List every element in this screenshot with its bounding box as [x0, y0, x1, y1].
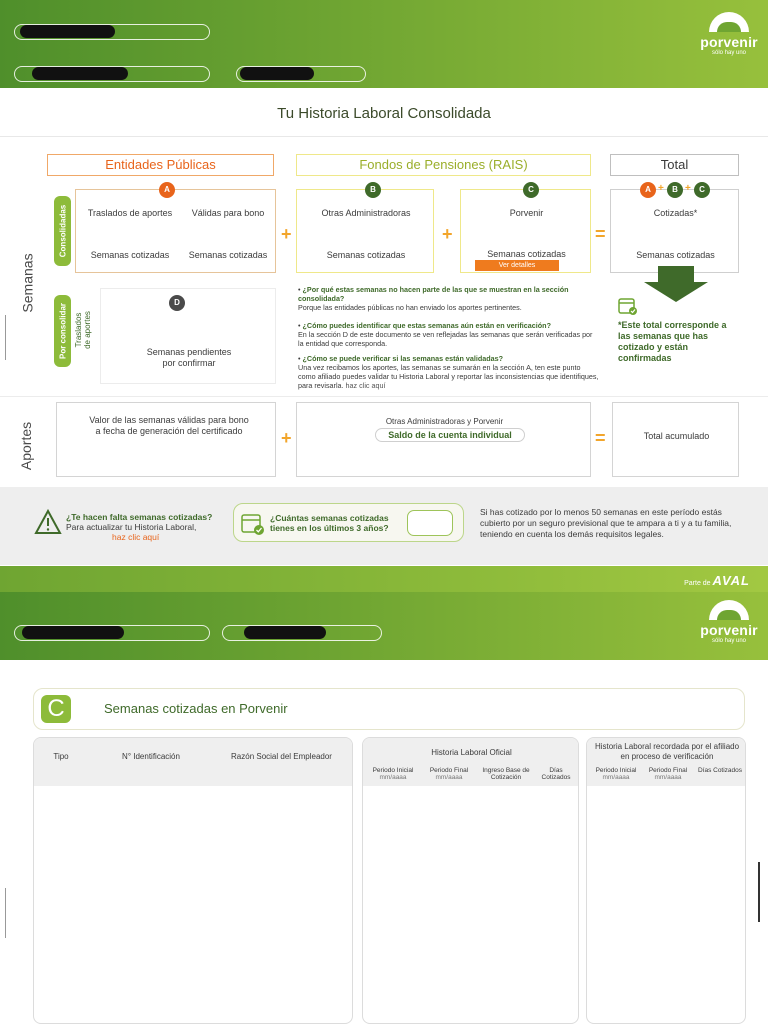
aportes-bono [56, 402, 276, 477]
header-public: Entidades Públicas [47, 154, 274, 176]
boxd-value1: Semanas pendientes [146, 347, 232, 357]
col-dias: Días Cotizados [541, 767, 571, 781]
col-periodo-inicial: Periodo Inicial mm/aaaa [595, 767, 637, 781]
box-b [296, 189, 434, 273]
box-a [75, 189, 276, 273]
divider [0, 136, 768, 137]
qa-3: • ¿Cómo se puede verificar si las semanas están validadas? Una vez recibamos los aportes, las semanas se sumarán en la sección A, ten este punto como afiliado puedes validar tu Historia Laboral y reportar las inconsistencias que identifiques, para revisarla. haz clic aquí [298, 354, 599, 390]
aportes-total [612, 402, 739, 477]
divider [0, 396, 768, 397]
aportes-saldo [296, 402, 591, 477]
redacted-name [20, 25, 115, 38]
sun-icon [709, 12, 749, 32]
qa-2: • ¿Cómo puedes identificar que estas semanas aún están en verificación? En la sección D de este documento se ven reflejadas las semanas que serán verificadas por la entidad que corresponda. [298, 321, 593, 348]
total-note: *Este total corresponde a las semanas que has cotizado y están confirmadas [618, 320, 727, 363]
boxc-value: Semanas cotizadas [487, 249, 566, 259]
col-ingreso-base: Ingreso Base de Cotización [482, 767, 530, 781]
equals-icon: = [595, 224, 606, 244]
header-rais: Fondos de Pensiones (RAIS) [296, 154, 591, 176]
plus-icon: + [442, 224, 453, 244]
aval-strip [0, 566, 768, 592]
boxb-title: Otras Administradoras [321, 208, 411, 218]
box-c [460, 189, 591, 273]
plus-small: + [685, 183, 691, 194]
badge-b: B [667, 182, 683, 198]
insurance-note: Si has cotizado por lo menos 50 semanas en este período estás cubierto por un seguro previsional que te ampara a ti y a tu familia, teniendo en cuenta los demás requisitos legales. [480, 507, 732, 539]
label-traslados: Traslados de aportes [74, 311, 92, 349]
missing-weeks [66, 512, 226, 542]
section-c-header [33, 688, 745, 730]
missing-answer: Para actualizar tu Historia Laboral, [66, 522, 197, 532]
panel-head [587, 738, 745, 786]
badge-d: D [169, 295, 185, 311]
badge-c: C [694, 182, 710, 198]
redacted-date [240, 67, 314, 80]
ver-detalles-button[interactable]: Ver detalles [475, 260, 559, 271]
total-badges [640, 182, 710, 198]
qa-1: • ¿Por qué estas semanas no hacen parte de las que se muestran en la sección consolidada? Porque las entidades públicas no han enviado los aportes pertinentes. [298, 285, 569, 312]
box-d [100, 288, 276, 384]
badge-c: C [523, 182, 539, 198]
saldo-label: Saldo de la cuenta individual [375, 428, 525, 442]
edge-mark [5, 315, 11, 360]
panel-verificacion [586, 737, 746, 1024]
aportes-mid-title: Otras Administradoras y Porvenir [385, 417, 504, 426]
logo-tagline: sólo hay uno [711, 50, 747, 56]
edge-mark [758, 862, 764, 922]
plus-icon: + [281, 428, 292, 448]
section-c-title: Semanas cotizadas en Porvenir [104, 701, 288, 716]
panel-head [363, 738, 578, 786]
logo-tagline: sólo hay uno [711, 638, 747, 644]
arrow-down-icon [644, 266, 708, 302]
weeks-question: ¿Cuántas semanas cotizadas tienes en los últimos 3 años? [270, 513, 389, 533]
redacted-name-2 [22, 626, 124, 639]
box-total [610, 189, 739, 273]
aportes-left-label: Valor de las semanas válidas para bono a fecha de generación del certificado [89, 415, 249, 436]
badge-a: A [159, 182, 175, 198]
boxa-val1: Semanas cotizadas [90, 250, 170, 260]
panel-empleador [33, 737, 353, 1024]
header-band-2 [0, 592, 768, 660]
edge-mark [5, 888, 11, 938]
panel-head [34, 738, 352, 786]
official-title: Historia Laboral Oficial [431, 748, 512, 757]
boxc-title: Porvenir [509, 208, 544, 218]
badge-b: B [365, 182, 381, 198]
page-title: Tu Historia Laboral Consolidada [277, 105, 491, 122]
section-c-badge: C [41, 695, 71, 723]
calendar-check-icon [241, 512, 265, 536]
tab-por-consolidar: Por consolidar [54, 295, 71, 367]
missing-link[interactable]: haz clic aquí [112, 532, 160, 542]
aportes-right-label: Total acumulado [643, 431, 710, 441]
header-band [0, 0, 768, 88]
info-band [0, 487, 768, 565]
col-periodo-inicial: Periodo Inicial mm/aaaa [372, 767, 414, 781]
grupo-aval-logo: Parte de AVAL [684, 573, 750, 588]
plus-small: + [658, 183, 664, 194]
boxa-col1: Traslados de aportes [87, 208, 173, 218]
equals-icon: = [595, 428, 606, 448]
sun-icon [709, 600, 749, 620]
redacted-id [32, 67, 128, 80]
col-dias: Días Cotizados [697, 767, 743, 774]
col-periodo-final: Periodo Final mm/aaaa [648, 767, 688, 781]
weeks-3y-box [233, 503, 464, 542]
header-total: Total [610, 154, 739, 176]
boxd-value2: por confirmar [162, 358, 216, 368]
redacted-id-2 [244, 626, 326, 639]
plus-icon: + [281, 224, 292, 244]
total-value: Semanas cotizadas [636, 250, 715, 260]
missing-question: ¿Te hacen falta semanas cotizadas? [66, 512, 213, 522]
porvenir-logo [700, 600, 758, 644]
col-razon-social: Razón Social del Empleador [231, 752, 332, 761]
tab-consolidadas: Consolidadas [54, 196, 71, 266]
verif-title: Historia Laboral recordada por el afiliado en proceso de verificación [594, 742, 740, 761]
col-identificacion: N° Identificación [122, 752, 180, 761]
panel-oficial [362, 737, 579, 1024]
qa-link[interactable]: haz clic aquí [345, 381, 386, 390]
badge-a: A [640, 182, 656, 198]
logo-word: porvenir [700, 34, 758, 50]
boxa-col2: Válidas para bono [191, 208, 265, 218]
boxa-val2: Semanas cotizadas [188, 250, 268, 260]
col-tipo: Tipo [53, 752, 69, 761]
total-title: Cotizadas* [653, 208, 698, 218]
calendar-check-icon [618, 296, 638, 316]
warning-icon [34, 509, 62, 535]
weeks-3y-value [407, 510, 453, 536]
col-periodo-final: Periodo Final mm/aaaa [429, 767, 469, 781]
porvenir-logo [700, 12, 758, 56]
boxb-value: Semanas cotizadas [326, 250, 406, 260]
logo-word: porvenir [700, 622, 758, 638]
